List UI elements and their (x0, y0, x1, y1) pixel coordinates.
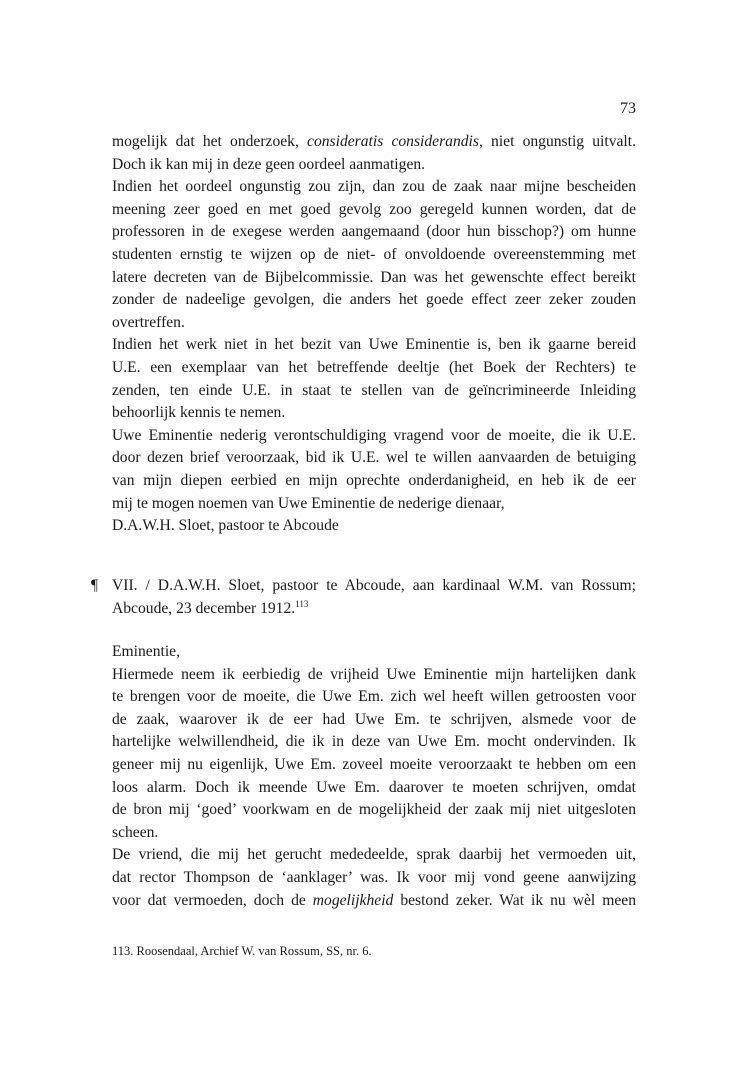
text-line: scheen. (112, 823, 159, 841)
text-line: de bron mij ‘goed’ voorkwam en de mogelijkheid der zaak mij niet uitgesloten (112, 801, 636, 819)
pilcrow-mark: ¶ (91, 577, 99, 594)
footnote-reference[interactable]: 113 (295, 598, 309, 609)
text-line: geneer mij nu eigenlijk, Uwe Em. zoveel moeite veroorzaakt te hebben om een (112, 755, 636, 773)
text-line: te brengen voor de moeite, die Uwe Em. zich wel heeft willen getroosten voor (112, 688, 636, 706)
page-number: 73 (620, 100, 636, 117)
letter-one-body (112, 131, 636, 538)
text-line: Hiermede neem ik eerbiedig de vrijheid Uwe Eminentie mijn hartelijken dank (112, 665, 636, 683)
text-line: studenten ernstig te wijzen op de niet- of onvoldoende overeenstemming met (112, 245, 636, 263)
text-line: Uwe Eminentie nederig verontschuldiging vragend voor de moeite, die ik U.E. (112, 426, 636, 444)
text-line: Indien het werk niet in het bezit van Uwe Eminentie is, ben ik gaarne bereid (112, 336, 636, 354)
signature-line: D.A.W.H. Sloet, pastoor te Abcoude (112, 517, 339, 535)
text-line: hartelijke welwillendheid, die ik in deze van Uwe Em. mocht ondervinden. Ik (112, 733, 636, 751)
text-line: overtreffen. (112, 313, 185, 331)
text-line: mogelijk dat het onderzoek, consideratis considerandis, niet ongunstig uitvalt. (112, 133, 636, 150)
footnote: 113. Roosendaal, Archief W. van Rossum, SS, nr. 6. (112, 944, 372, 958)
letter-two-body (112, 641, 636, 912)
text-line: meening zeer goed en met goed gevolg zoo geregeld kunnen worden, dat de (112, 200, 636, 218)
text-line: de zaak, waarover ik de eer had Uwe Em. te schrijven, alsmede voor de (112, 710, 636, 728)
text-line: behoorlijk kennis te nemen. (112, 404, 286, 422)
text-line: Doch ik kan mij in deze geen oordeel aanmatigen. (112, 155, 426, 173)
latin-phrase: consideratis considerandis (307, 133, 479, 150)
text-line: voor dat vermoeden, doch de mogelijkheid bestond zeker. Wat ik nu wèl meen (112, 891, 636, 909)
text-line: Indien het oordeel ongunstig zou zijn, dan zou de zaak naar mijne bescheiden (112, 178, 636, 196)
text-line: professoren in de exegese werden aangemaand (door hun bisschop?) om hunne (112, 223, 636, 241)
letter-two-heading (112, 575, 636, 620)
heading-line: VII. / D.A.W.H. Sloet, pastoor te Abcoude, aan kardinaal W.M. van Rossum; (112, 577, 636, 594)
text-line: loos alarm. Doch ik meende Uwe Em. daarover te moeten schrijven, omdat (112, 778, 636, 796)
text-line: zenden, ten einde U.E. in staat te stellen van de geïncrimineerde Inleiding (112, 381, 636, 399)
text-line: mij te mogen noemen van Uwe Eminentie de nederige dienaar, (112, 494, 505, 512)
text-line: U.E. een exemplaar van het betreffende deeltje (het Boek der Rechters) te (112, 358, 636, 376)
text-line: dat rector Thompson de ‘aanklager’ was. Ik voor mij vond geene aanwijzing (112, 868, 636, 886)
emphasized-word: mogelijkheid (312, 891, 394, 909)
text-line: door dezen brief veroorzaak, bid ik U.E. wel te willen aanvaarden de betuiging (112, 449, 636, 467)
text-line: latere decreten van de Bijbelcommissie. Dan was het gewenschte effect bereikt (112, 268, 636, 286)
text-line: van mijn diepen eerbied en mijn oprechte onderdanigheid, en heb ik de eer (112, 471, 636, 489)
text-line: zonder de nadeelige gevolgen, die anders het goede effect zeer zeker zouden (112, 291, 636, 309)
salutation: Eminentie, (112, 643, 180, 660)
text-line: De vriend, die mij het gerucht mededeelde, sprak daarbij het vermoeden uit, (112, 846, 636, 864)
heading-line: Abcoude, 23 december 1912.$^{113}$ (112, 598, 309, 617)
